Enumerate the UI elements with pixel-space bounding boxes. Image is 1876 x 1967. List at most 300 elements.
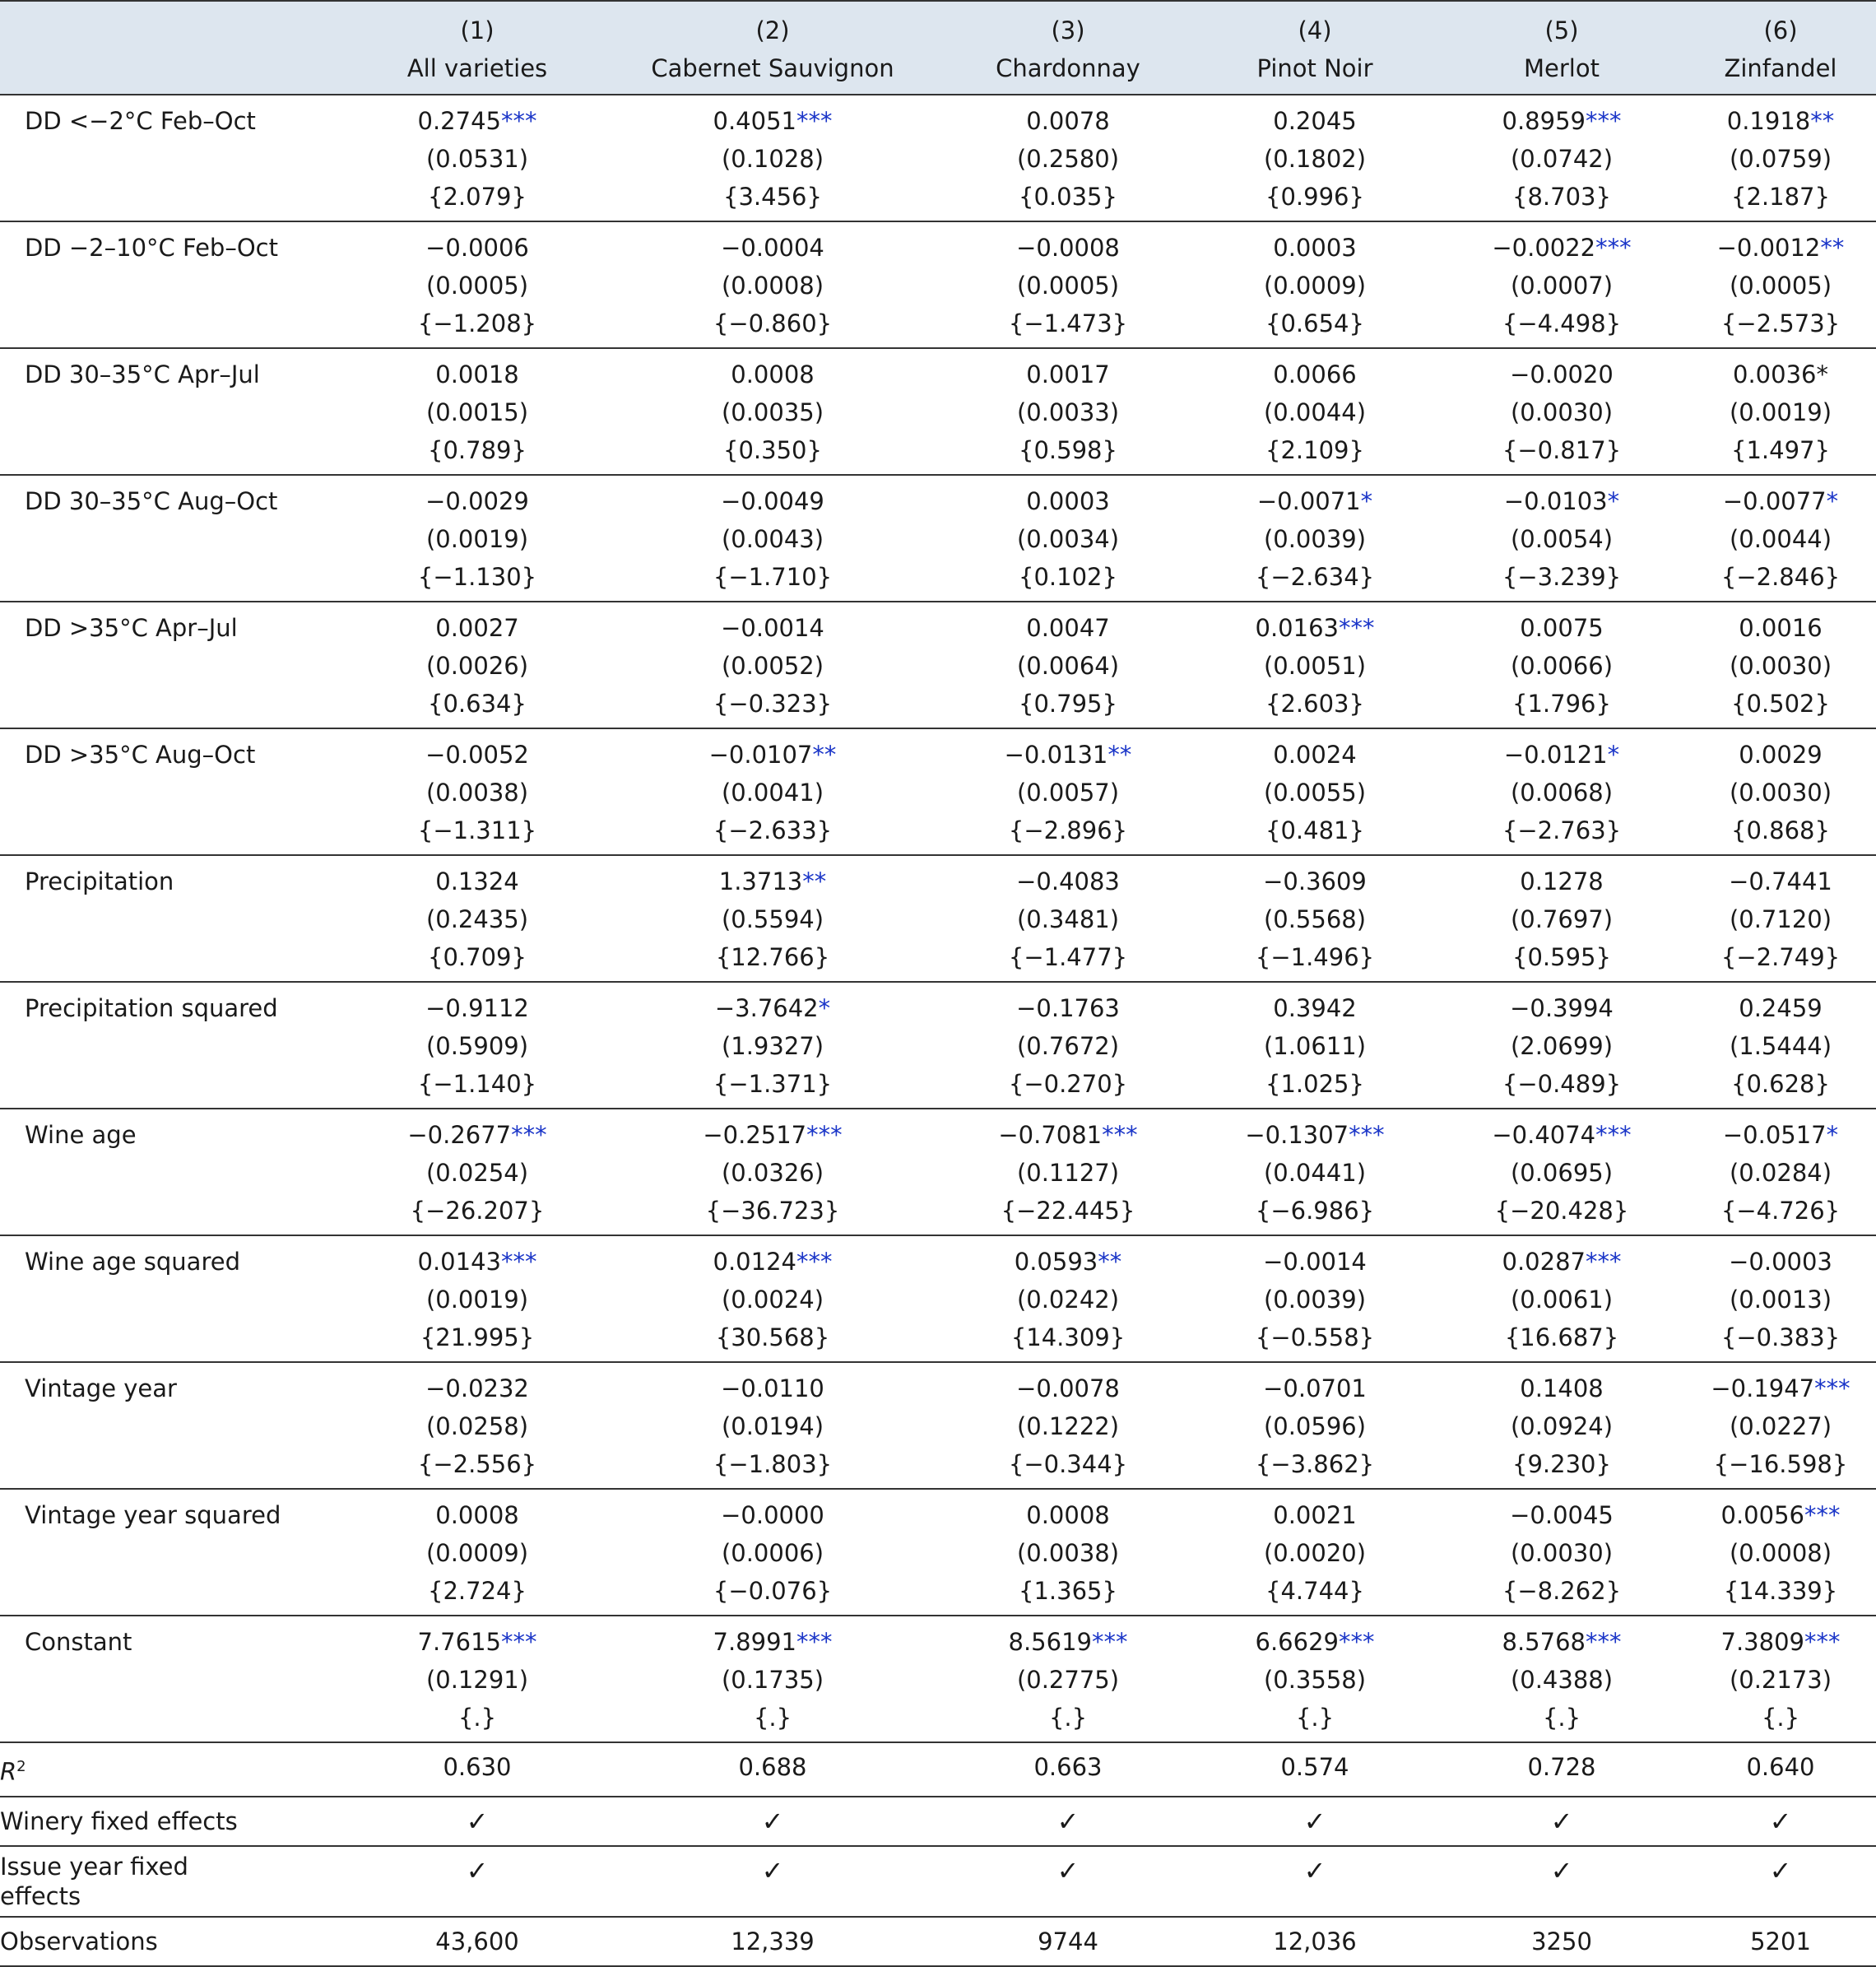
estimate-cell	[1438, 1489, 1685, 1616]
standard-error: (0.0030)	[1510, 1539, 1614, 1567]
estimate-cell	[354, 855, 601, 982]
observations-row	[0, 1917, 1876, 1966]
t-statistic: {−0.860}	[713, 309, 833, 337]
row-label: DD −2–10°C Feb–Oct	[25, 234, 278, 262]
standard-error: (0.0061)	[1510, 1286, 1614, 1314]
coefficient: 7.7615	[417, 1628, 501, 1656]
t-statistic: {−1.208}	[417, 309, 537, 337]
coefficient: −0.0014	[721, 614, 824, 642]
standard-error: (0.0695)	[1510, 1159, 1614, 1187]
estimate-cell	[1685, 95, 1876, 221]
column-number: (2)	[755, 16, 790, 44]
estimate-cell	[1438, 475, 1685, 602]
estimate-cell	[1685, 1616, 1876, 1742]
standard-error: (0.0066)	[1510, 652, 1614, 680]
standard-error: (0.5909)	[425, 1032, 529, 1060]
t-statistic: {−0.558}	[1255, 1323, 1375, 1351]
t-statistic: {−36.723}	[705, 1197, 840, 1225]
significance-stars: **	[1820, 234, 1845, 262]
t-statistic: {14.339}	[1723, 1577, 1838, 1605]
coefficient: −0.7081	[998, 1121, 1103, 1149]
check-mark-icon: ✓	[1056, 1805, 1080, 1837]
standard-error: (0.5594)	[721, 905, 824, 933]
coefficient: 0.1278	[1520, 867, 1604, 895]
standard-error: (0.0024)	[721, 1286, 824, 1314]
standard-error: (0.0039)	[1263, 1286, 1367, 1314]
standard-error: (0.0051)	[1263, 652, 1367, 680]
stat-value: 0.728	[1527, 1753, 1596, 1781]
standard-error: (0.3481)	[1016, 905, 1120, 933]
estimate-cell	[1191, 1362, 1438, 1489]
coefficient: 0.0027	[435, 614, 519, 642]
standard-error: (0.0441)	[1263, 1159, 1367, 1187]
estimate-cell	[1438, 602, 1685, 728]
t-statistic: {12.766}	[715, 943, 830, 971]
stat-value: 12,339	[731, 1927, 815, 1955]
significance-stars: ***	[500, 1628, 537, 1656]
coefficient: −0.0008	[1016, 234, 1120, 262]
standard-error: (0.0019)	[425, 525, 529, 553]
significance-stars: ***	[1091, 1628, 1128, 1656]
estimate-cell	[945, 602, 1191, 728]
table-row	[0, 221, 1876, 348]
coefficient: −0.0078	[1016, 1374, 1120, 1402]
check-mark-icon: ✓	[1550, 1854, 1573, 1886]
t-statistic: {−16.598}	[1713, 1450, 1848, 1478]
estimate-cell	[945, 348, 1191, 475]
coefficient: −0.1307	[1245, 1121, 1349, 1149]
t-statistic: {−22.445}	[1001, 1197, 1135, 1225]
significance-stars: *	[1826, 1121, 1839, 1149]
coefficient: 0.0056	[1720, 1501, 1804, 1529]
standard-error: (0.0006)	[721, 1539, 824, 1567]
estimate-cell	[354, 982, 601, 1109]
standard-error: (0.0038)	[1016, 1539, 1120, 1567]
row-label	[0, 1846, 354, 1917]
table-row	[0, 1362, 1876, 1489]
estimate-cell	[1191, 475, 1438, 602]
column-number: (1)	[460, 16, 495, 44]
stat-value: 5201	[1750, 1927, 1811, 1955]
coefficient: 0.0017	[1026, 360, 1110, 388]
standard-error: (0.0020)	[1263, 1539, 1367, 1567]
table-row	[0, 1489, 1876, 1616]
column-name: All varieties	[406, 54, 548, 82]
coefficient: 0.1918	[1726, 107, 1811, 135]
coefficient: −3.7642	[714, 994, 819, 1022]
t-statistic: {−0.383}	[1720, 1323, 1841, 1351]
standard-error: (2.0699)	[1510, 1032, 1614, 1060]
t-statistic: {−0.344}	[1008, 1450, 1128, 1478]
coefficient: 0.3942	[1273, 994, 1357, 1022]
estimate-cell	[601, 1109, 945, 1235]
coefficient: 0.2745	[417, 107, 501, 135]
column-header	[601, 1, 945, 95]
column-name: Chardonnay	[996, 54, 1140, 82]
t-statistic: {−2.573}	[1720, 309, 1841, 337]
t-statistic: {1.025}	[1265, 1070, 1364, 1098]
estimate-cell	[1191, 1109, 1438, 1235]
estimate-cell	[945, 1235, 1191, 1362]
column-name: Zinfandel	[1724, 54, 1837, 82]
coefficient: 0.2045	[1273, 107, 1357, 135]
coefficient: 0.0163	[1255, 614, 1339, 642]
issue-year-fe-row	[0, 1846, 1876, 1917]
coefficient: 0.0008	[731, 360, 815, 388]
estimate-cell	[354, 1489, 601, 1616]
significance-stars: ***	[1102, 1121, 1138, 1149]
t-statistic: {0.709}	[428, 943, 527, 971]
standard-error: (0.2775)	[1016, 1666, 1120, 1694]
standard-error: (1.0611)	[1263, 1032, 1367, 1060]
standard-error: (0.0068)	[1510, 779, 1614, 807]
t-statistic: {.}	[1295, 1704, 1335, 1732]
row-label: DD >35°C Apr–Jul	[25, 614, 238, 642]
row-label: DD 30–35°C Apr–Jul	[25, 360, 260, 388]
table-row	[0, 1616, 1876, 1742]
estimate-cell	[354, 221, 601, 348]
estimate-cell	[1685, 1362, 1876, 1489]
standard-error: (0.3558)	[1263, 1666, 1367, 1694]
row-label: DD <−2°C Feb–Oct	[25, 107, 256, 135]
check-mark-icon: ✓	[1303, 1805, 1326, 1837]
table-row	[0, 1109, 1876, 1235]
standard-error: (0.0596)	[1263, 1412, 1367, 1440]
t-statistic: {−6.986}	[1255, 1197, 1375, 1225]
standard-error: (0.0019)	[1729, 398, 1832, 426]
stat-value: 3250	[1531, 1927, 1592, 1955]
significance-stars: ***	[806, 1121, 843, 1149]
table-row	[0, 348, 1876, 475]
standard-error: (0.0044)	[1729, 525, 1832, 553]
significance-stars: *	[818, 994, 831, 1022]
column-header	[1685, 1, 1876, 95]
significance-stars: ***	[796, 1248, 833, 1276]
t-statistic: {−0.270}	[1008, 1070, 1128, 1098]
t-statistic: {2.079}	[428, 183, 527, 211]
standard-error: (0.0759)	[1729, 145, 1832, 173]
table-row	[0, 475, 1876, 602]
standard-error: (0.0242)	[1016, 1286, 1120, 1314]
t-statistic: {0.035}	[1019, 183, 1117, 211]
standard-error: (0.0030)	[1510, 398, 1614, 426]
coefficient: −0.0232	[425, 1374, 529, 1402]
estimate-cell	[1685, 1235, 1876, 1362]
coefficient: −0.1947	[1711, 1374, 1815, 1402]
standard-error: (0.0054)	[1510, 525, 1614, 553]
column-header	[1438, 1, 1685, 95]
t-statistic: {−1.140}	[417, 1070, 537, 1098]
coefficient: −0.0022	[1492, 234, 1596, 262]
significance-stars: ***	[500, 1248, 537, 1276]
coefficient: −0.0003	[1729, 1248, 1832, 1276]
estimate-cell	[1438, 1235, 1685, 1362]
estimate-cell	[945, 475, 1191, 602]
t-statistic: {.}	[1542, 1704, 1581, 1732]
table-row	[0, 982, 1876, 1109]
coefficient: −0.3994	[1510, 994, 1614, 1022]
coefficient: −0.2677	[407, 1121, 512, 1149]
estimate-cell	[1685, 1489, 1876, 1616]
coefficient: 7.8991	[713, 1628, 796, 1656]
t-statistic: {−1.477}	[1008, 943, 1128, 971]
estimate-cell	[601, 95, 945, 221]
table-row	[0, 855, 1876, 982]
significance-stars: ***	[1338, 614, 1375, 642]
estimate-cell	[1191, 95, 1438, 221]
estimate-cell	[354, 728, 601, 855]
standard-error: (0.0326)	[721, 1159, 824, 1187]
standard-error: (0.0044)	[1263, 398, 1367, 426]
estimate-cell	[945, 95, 1191, 221]
standard-error: (0.7672)	[1016, 1032, 1120, 1060]
standard-error: (0.0038)	[425, 779, 529, 807]
row-label: Wine age	[25, 1121, 137, 1149]
significance-stars: *	[1826, 487, 1839, 515]
estimate-cell	[601, 1362, 945, 1489]
t-statistic: {−2.896}	[1008, 816, 1128, 844]
estimate-cell	[601, 1235, 945, 1362]
t-statistic: {.}	[457, 1704, 497, 1732]
significance-stars: ***	[1804, 1501, 1841, 1529]
check-mark-icon: ✓	[1303, 1854, 1326, 1886]
t-statistic: {2.187}	[1731, 183, 1830, 211]
t-statistic: {16.687}	[1504, 1323, 1619, 1351]
check-mark-icon: ✓	[1550, 1805, 1573, 1837]
coefficient: −0.0107	[708, 741, 813, 769]
standard-error: (0.1222)	[1016, 1412, 1120, 1440]
column-number: (5)	[1544, 16, 1579, 44]
standard-error: (0.0284)	[1729, 1159, 1832, 1187]
significance-stars: ***	[1585, 107, 1622, 135]
stat-value: 0.688	[738, 1753, 807, 1781]
row-label	[0, 1742, 354, 1797]
coefficient: 0.0124	[713, 1248, 796, 1276]
t-statistic: {0.789}	[428, 436, 527, 464]
standard-error: (0.0026)	[425, 652, 529, 680]
t-statistic: {−2.846}	[1720, 563, 1841, 591]
t-statistic: {9.230}	[1512, 1450, 1611, 1478]
estimate-cell	[1191, 855, 1438, 982]
coefficient: 0.0016	[1739, 614, 1823, 642]
check-mark-icon: ✓	[1056, 1854, 1080, 1886]
standard-error: (1.9327)	[721, 1032, 824, 1060]
standard-error: (0.0742)	[1510, 145, 1614, 173]
significance-stars: ***	[1814, 1374, 1850, 1402]
standard-error: (0.0254)	[425, 1159, 529, 1187]
estimate-cell	[1685, 728, 1876, 855]
coefficient: 0.0008	[435, 1501, 519, 1529]
table-body	[0, 95, 1876, 1966]
t-statistic: {−2.749}	[1720, 943, 1841, 971]
winery-fe-row	[0, 1797, 1876, 1846]
t-statistic: {0.502}	[1731, 690, 1830, 718]
coefficient: −0.3609	[1263, 867, 1367, 895]
coefficient: 0.0047	[1026, 614, 1110, 642]
standard-error: (0.1735)	[721, 1666, 824, 1694]
coefficient: 0.0036	[1733, 360, 1817, 388]
standard-error: (0.0008)	[721, 272, 824, 300]
t-statistic: {0.634}	[428, 690, 527, 718]
coefficient: 0.8959	[1502, 107, 1586, 135]
estimate-cell	[601, 982, 945, 1109]
row-label: Precipitation squared	[25, 994, 278, 1022]
estimate-cell	[601, 728, 945, 855]
row-label: Precipitation	[25, 867, 174, 895]
check-mark-icon: ✓	[761, 1805, 784, 1837]
significance-stars: ***	[1585, 1628, 1622, 1656]
standard-error: (0.4388)	[1510, 1666, 1614, 1694]
significance-stars: ***	[1338, 1628, 1375, 1656]
estimate-cell	[1438, 1109, 1685, 1235]
t-statistic: {8.703}	[1512, 183, 1611, 211]
t-statistic: {−0.817}	[1502, 436, 1622, 464]
estimate-cell	[354, 602, 601, 728]
t-statistic: {1.365}	[1019, 1577, 1117, 1605]
significance-stars: *	[1607, 741, 1620, 769]
t-statistic: {30.568}	[715, 1323, 830, 1351]
t-statistic: {0.996}	[1265, 183, 1364, 211]
estimate-cell	[354, 1235, 601, 1362]
significance-stars: **	[1107, 741, 1132, 769]
column-name: Merlot	[1524, 54, 1600, 82]
table-row	[0, 728, 1876, 855]
coefficient: 0.0287	[1502, 1248, 1586, 1276]
column-name: Pinot Noir	[1256, 54, 1373, 82]
table-header	[0, 1, 1876, 95]
significance-stars: ***	[1595, 1121, 1632, 1149]
t-statistic: {14.309}	[1010, 1323, 1126, 1351]
stat-value: 0.663	[1033, 1753, 1103, 1781]
estimate-cell	[1438, 982, 1685, 1109]
coefficient: 0.2459	[1739, 994, 1823, 1022]
r-squared-exponent: 2	[16, 1758, 26, 1775]
coefficient: −0.0049	[721, 487, 824, 515]
coefficient: −0.2517	[703, 1121, 807, 1149]
estimate-cell	[354, 1616, 601, 1742]
row-label: Vintage year squared	[25, 1501, 281, 1529]
coefficient: 0.0024	[1273, 741, 1357, 769]
stat-value: 43,600	[435, 1927, 519, 1955]
t-statistic: {−1.710}	[713, 563, 833, 591]
standard-error: (0.2580)	[1016, 145, 1120, 173]
coefficient: −0.0000	[721, 1501, 824, 1529]
standard-error: (0.0009)	[425, 1539, 529, 1567]
estimate-cell	[1685, 221, 1876, 348]
coefficient: 0.0008	[1026, 1501, 1110, 1529]
coefficient: −0.0006	[425, 234, 529, 262]
coefficient: 8.5768	[1502, 1628, 1586, 1656]
estimate-cell	[1438, 221, 1685, 348]
stat-value: 0.574	[1280, 1753, 1349, 1781]
t-statistic: {−3.862}	[1255, 1450, 1375, 1478]
check-mark-icon: ✓	[1769, 1854, 1792, 1886]
t-statistic: {.}	[1761, 1704, 1800, 1732]
t-statistic: {−2.556}	[417, 1450, 537, 1478]
coefficient: −0.4083	[1016, 867, 1120, 895]
significance-stars: ***	[1595, 234, 1632, 262]
standard-error: (0.0019)	[425, 1286, 529, 1314]
standard-error: (0.0005)	[1729, 272, 1832, 300]
coefficient: 0.0029	[1739, 741, 1823, 769]
estimate-cell	[1685, 602, 1876, 728]
header-stub	[0, 1, 354, 95]
coefficient: −0.4074	[1492, 1121, 1596, 1149]
t-statistic: {1.497}	[1731, 436, 1830, 464]
row-label: Constant	[25, 1628, 132, 1656]
standard-error: (0.0034)	[1016, 525, 1120, 553]
table-row	[0, 95, 1876, 221]
coefficient: 0.1408	[1520, 1374, 1604, 1402]
estimate-cell	[1438, 728, 1685, 855]
standard-error: (0.0194)	[721, 1412, 824, 1440]
coefficient: −0.9112	[425, 994, 529, 1022]
estimate-cell	[945, 1489, 1191, 1616]
estimate-cell	[1438, 855, 1685, 982]
standard-error: (0.0043)	[721, 525, 824, 553]
estimate-cell	[1191, 728, 1438, 855]
coefficient: −0.0131	[1004, 741, 1108, 769]
standard-error: (0.0030)	[1729, 779, 1832, 807]
significance-stars: **	[802, 867, 827, 895]
estimate-cell	[945, 1362, 1191, 1489]
column-number: (4)	[1298, 16, 1332, 44]
t-statistic: {0.795}	[1019, 690, 1117, 718]
standard-error: (0.1028)	[721, 145, 824, 173]
estimate-cell	[601, 221, 945, 348]
column-header	[1191, 1, 1438, 95]
standard-error: (0.0008)	[1729, 1539, 1832, 1567]
label-line: Issue year fixed	[0, 1852, 188, 1881]
stat-value: 9744	[1038, 1927, 1098, 1955]
check-mark-icon: ✓	[761, 1854, 784, 1886]
standard-error: (0.0924)	[1510, 1412, 1614, 1440]
coefficient: 0.0021	[1273, 1501, 1357, 1529]
estimate-cell	[1685, 982, 1876, 1109]
t-statistic: {0.481}	[1265, 816, 1364, 844]
standard-error: (0.0005)	[425, 272, 529, 300]
estimate-cell	[1685, 348, 1876, 475]
t-statistic: {−1.496}	[1255, 943, 1375, 971]
t-statistic: {0.654}	[1265, 309, 1364, 337]
t-statistic: {0.102}	[1019, 563, 1117, 591]
t-statistic: {−26.207}	[410, 1197, 545, 1225]
t-statistic: {1.796}	[1512, 690, 1611, 718]
standard-error: (0.5568)	[1263, 905, 1367, 933]
coefficient: −0.0012	[1716, 234, 1821, 262]
standard-error: (0.1127)	[1016, 1159, 1120, 1187]
standard-error: (0.0057)	[1016, 779, 1120, 807]
t-statistic: {−20.428}	[1494, 1197, 1629, 1225]
estimate-cell	[1438, 1616, 1685, 1742]
significance-stars: *	[1607, 487, 1620, 515]
estimate-cell	[601, 348, 945, 475]
column-header	[945, 1, 1191, 95]
coefficient: 0.0066	[1273, 360, 1357, 388]
coefficient: 0.1324	[435, 867, 519, 895]
standard-error: (0.0030)	[1729, 652, 1832, 680]
estimate-cell	[354, 475, 601, 602]
estimate-cell	[1191, 1489, 1438, 1616]
estimate-cell	[945, 221, 1191, 348]
standard-error: (0.1291)	[425, 1666, 529, 1694]
estimate-cell	[945, 1616, 1191, 1742]
check-mark-icon: ✓	[466, 1854, 489, 1886]
estimate-cell	[945, 982, 1191, 1109]
coefficient: −0.0014	[1263, 1248, 1367, 1276]
t-statistic: {−1.130}	[417, 563, 537, 591]
t-statistic: {−2.763}	[1502, 816, 1622, 844]
